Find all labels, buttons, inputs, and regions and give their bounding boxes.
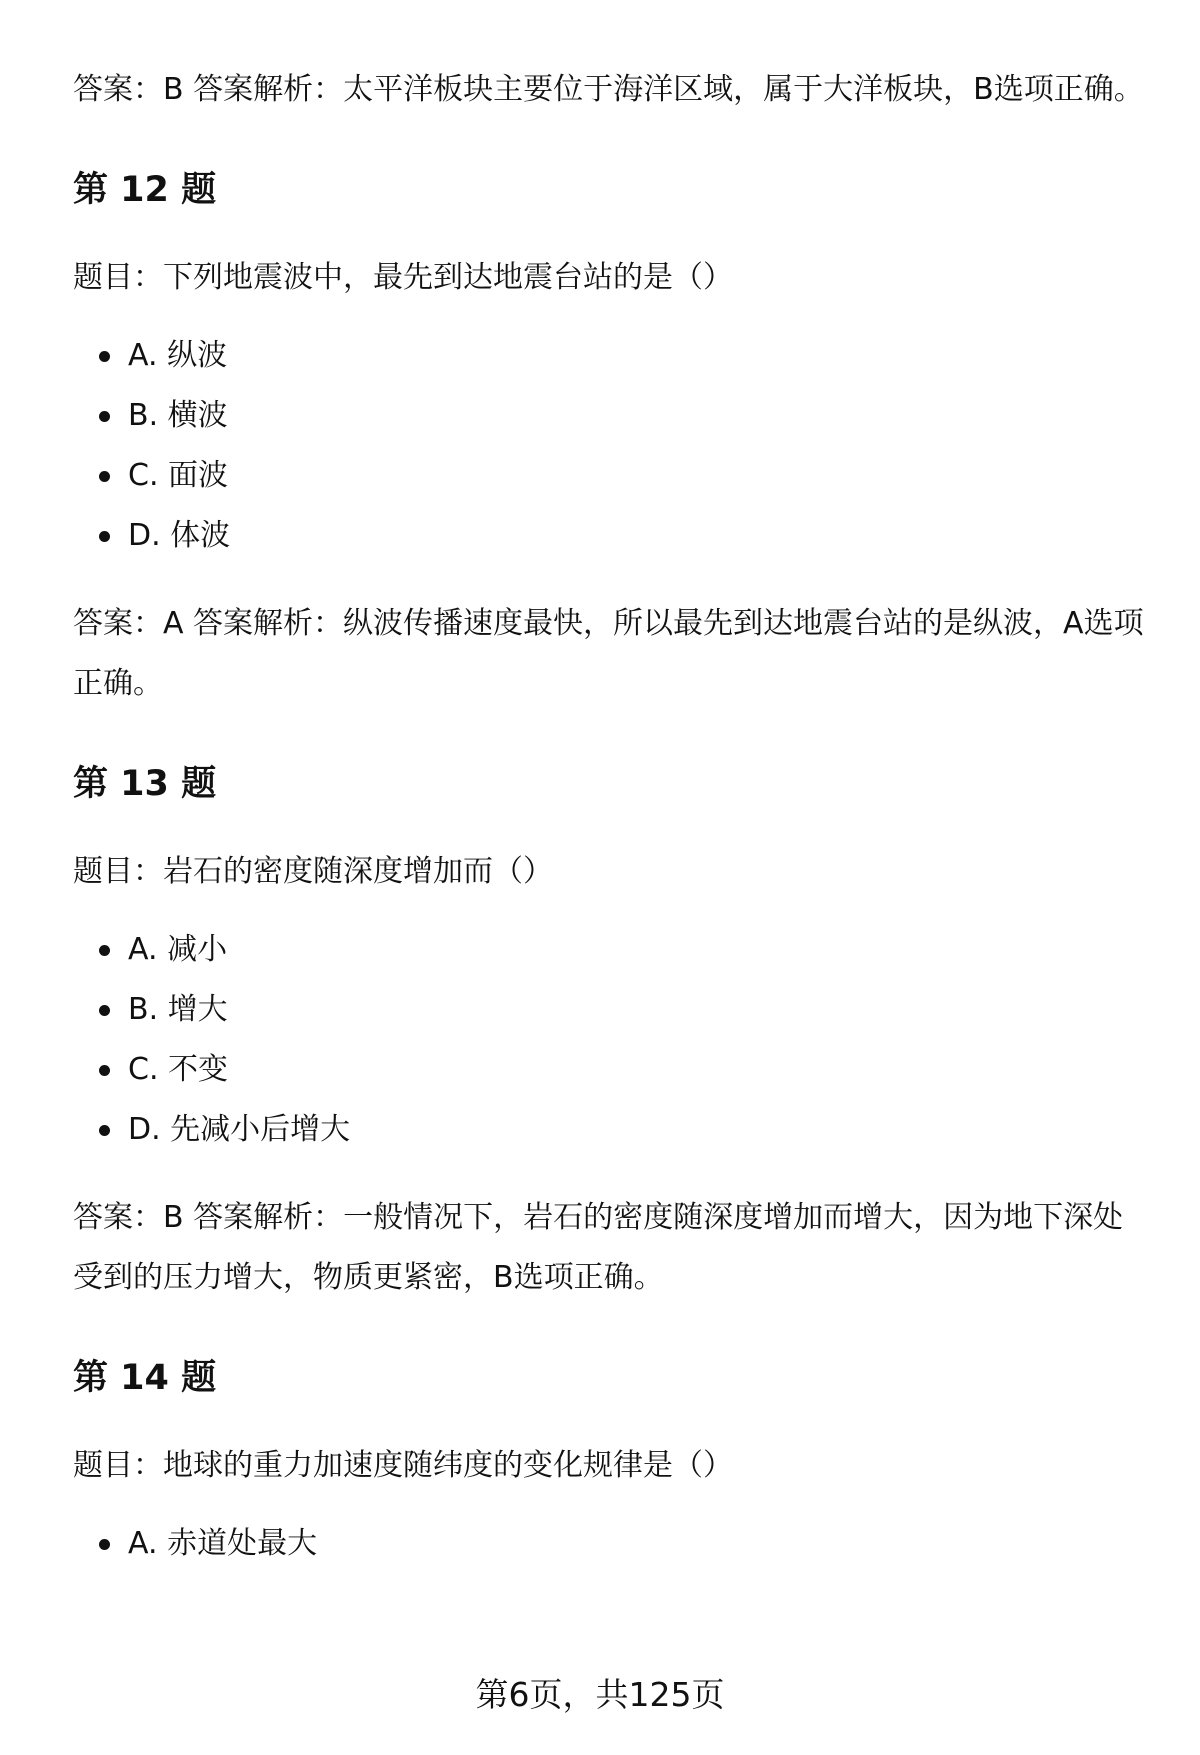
option-13-b: B. 增大 [73,980,1153,1040]
question-heading-14: 第 14 题 [73,1358,217,1398]
option-13-a: A. 减小 [73,920,1153,980]
option-12-c: C. 面波 [73,446,1153,506]
option-list-14 [73,1514,1153,1574]
page-footer: 第6页，共125页 [475,1675,725,1714]
question-stem-13: 题目：岩石的密度随深度增加而（） [73,854,553,889]
option-13-d: D. 先减小后增大 [73,1100,1153,1160]
question-stem-12: 题目：下列地震波中，最先到达地震台站的是（） [73,260,733,295]
option-list-13 [73,920,1153,1160]
question-stem-14: 题目：地球的重力加速度随纬度的变化规律是（） [73,1448,733,1483]
answer-explanation-13: 答案：B 答案解析：一般情况下，岩石的密度随深度增加而增大，因为地下深处受到的压力增大，物质更紧密，B选项正确。 [73,1200,1124,1295]
option-12-b: B. 横波 [73,386,1153,446]
page-content [73,60,1153,1574]
option-list-12 [73,326,1153,566]
option-14-a: A. 赤道处最大 [73,1514,1153,1574]
answer-explanation-12: 答案：A 答案解析：纵波传播速度最快，所以最先到达地震台站的是纵波，A选项正确。 [73,606,1144,701]
question-heading-13: 第 13 题 [73,764,217,804]
answer-explanation-11: 答案：B 答案解析：太平洋板块主要位于海洋区域，属于大洋板块，B选项正确。 [73,72,1144,107]
option-13-c: C. 不变 [73,1040,1153,1100]
option-12-d: D. 体波 [73,506,1153,566]
question-heading-12: 第 12 题 [73,170,217,210]
option-12-a: A. 纵波 [73,326,1153,386]
